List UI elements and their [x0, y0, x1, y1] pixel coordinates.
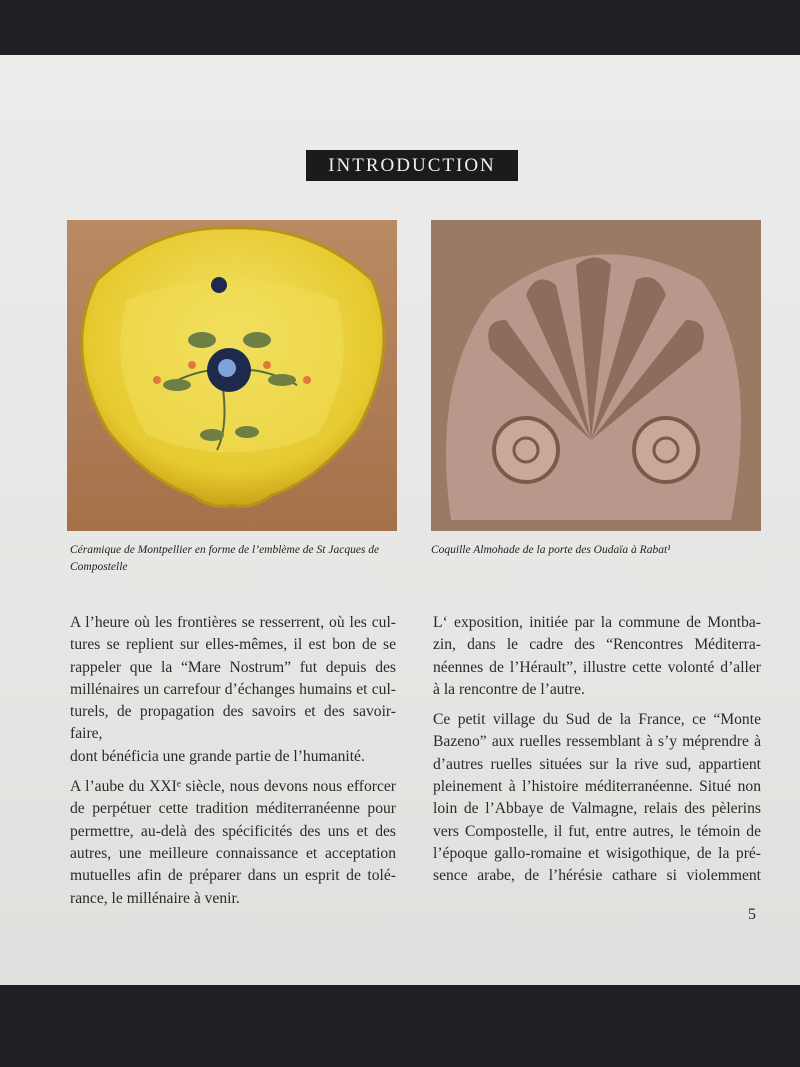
- text-line: néennes de l’Hérault”, illustre cette volonté d’aller: [433, 658, 761, 676]
- text-line: Bazeno” aux ruelles ressemblant à s’y méprendre à: [433, 733, 761, 751]
- text-line: loin de l’Abbaye de Valmagne, relais des pèlerins: [433, 800, 761, 818]
- text-line: rance, le millénaire à venir.: [70, 889, 240, 907]
- text-line: pleinement à l’histoire méditerranéenne. Situé non: [433, 778, 761, 796]
- right-column-text: [433, 612, 761, 888]
- stone-shell-relief-photo: [431, 220, 761, 531]
- text-line: L‘ exposition, initiée par la commune de Montba-: [433, 614, 761, 631]
- text-line: de perpétuer cette tradition méditerranéenne pour: [70, 800, 396, 818]
- ceramic-shell-photo: [67, 220, 397, 531]
- book-page: [0, 55, 800, 985]
- text-line: turels, de propagation des savoirs et des savoir-faire,: [70, 703, 396, 743]
- paragraph: [433, 612, 761, 701]
- left-column-text: [70, 612, 396, 910]
- text-line: millénaires un carrefour d’échanges humains et cul-: [70, 680, 396, 698]
- paragraph: [70, 776, 396, 910]
- text-line: d’autres ruelles situées sur la rive sud, appartient: [433, 755, 761, 773]
- text-line: zin, dans le cadre des “Rencontres Méditerra-: [433, 636, 761, 654]
- figure-caption-right: Coquille Almohade de la porte des Oudaïa à Rabat¹: [431, 544, 671, 556]
- text-line: sence arabe, de l’hérésie cathare si violemment: [433, 867, 761, 885]
- section-title: INTRODUCTION: [306, 150, 518, 181]
- text-line: dont bénéficia une grande partie de l’humanité.: [70, 747, 365, 765]
- page-number: 5: [748, 906, 756, 923]
- paragraph: [70, 612, 396, 768]
- text-line: vers Compostelle, il fut, entre autres, le témoin de: [433, 822, 761, 840]
- paragraph: [433, 709, 761, 887]
- text-line: A l’heure où les frontières se resserrent, où les cul-: [70, 614, 396, 631]
- text-line: l’époque gallo-romaine et wisigothique, de la pré-: [433, 844, 761, 862]
- text-line: à la rencontre de l’autre.: [433, 680, 585, 698]
- text-line: rappeler que la “Mare Nostrum” fut depuis des: [70, 658, 396, 676]
- figure-caption-left: Céramique de Montpellier en forme de l’emblème de St Jacques de Compostelle: [70, 544, 380, 573]
- text-line: Ce petit village du Sud de la France, ce “Monte: [433, 711, 761, 729]
- text-line: autres, une meilleure connaissance et acceptation: [70, 844, 396, 862]
- text-line: A l’aube du XXIᵉ siècle, nous devons nous efforcer: [70, 778, 396, 796]
- text-line: mutuelles afin de préparer dans un esprit de tolé-: [70, 867, 396, 885]
- text-line: tures se replient sur elles-mêmes, il est bon de se: [70, 636, 396, 654]
- text-line: permettre, au-delà des spécificités des uns et des: [70, 822, 396, 840]
